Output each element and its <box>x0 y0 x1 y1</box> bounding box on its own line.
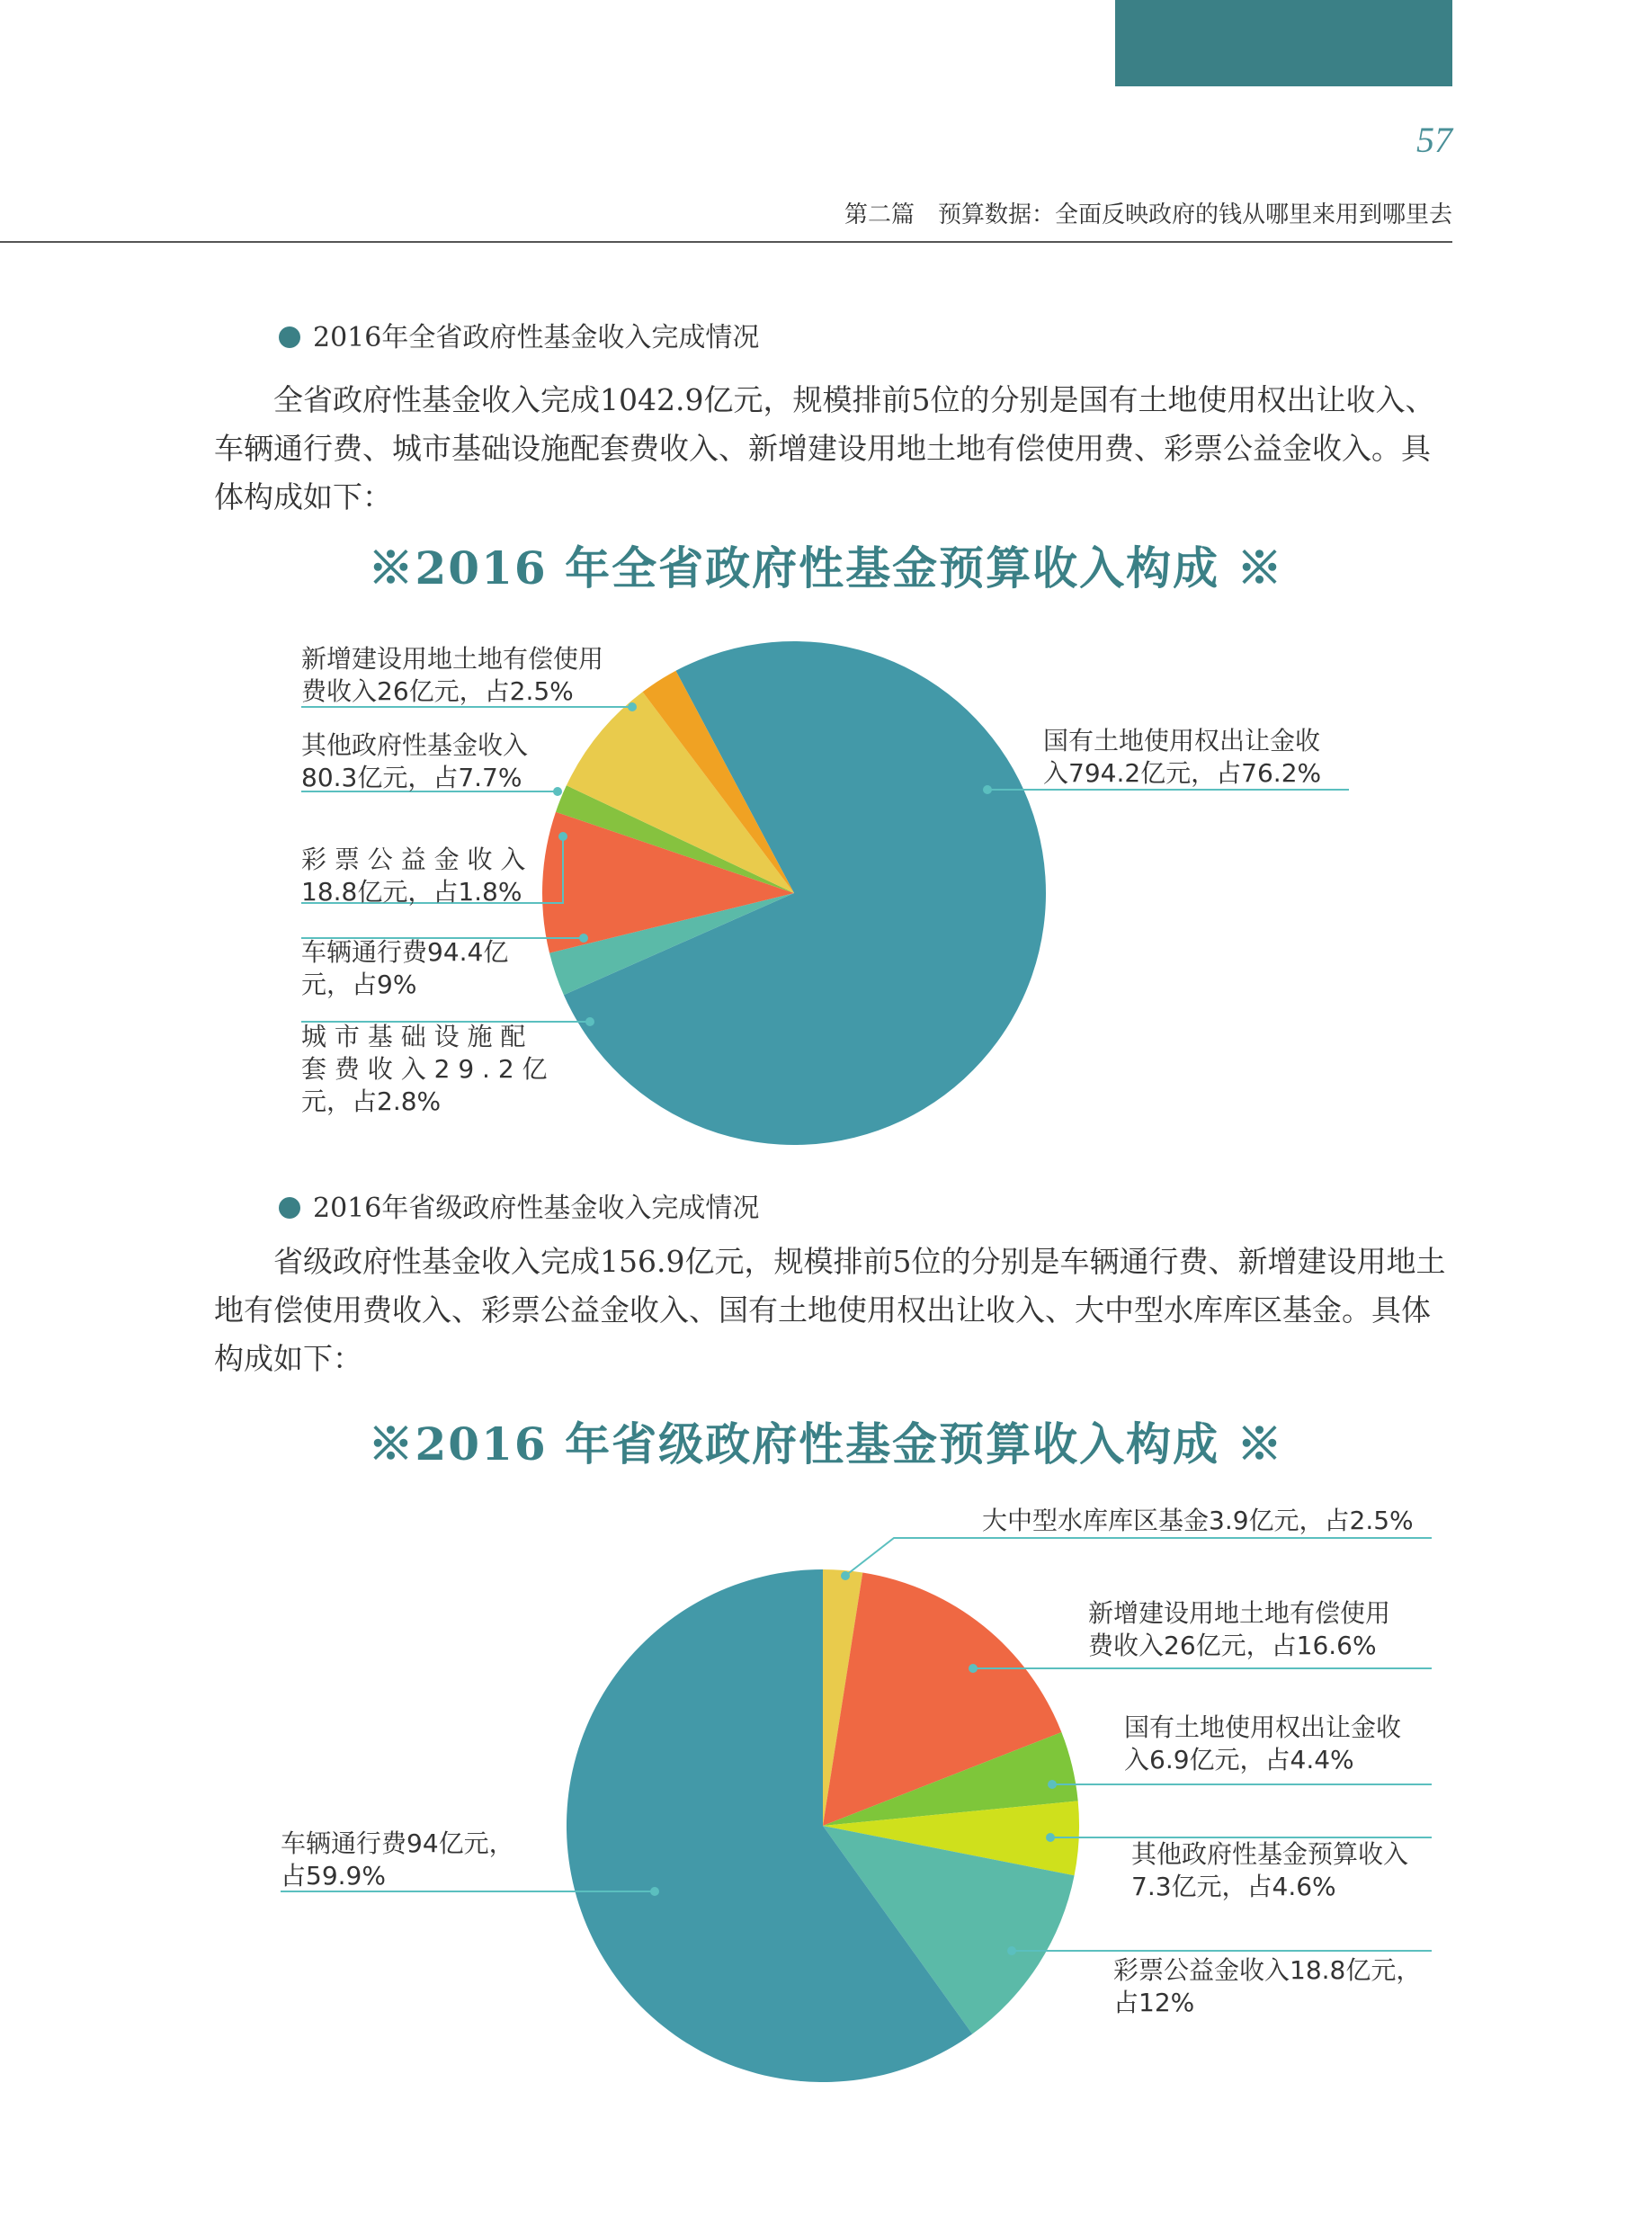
chart1-slice-label: 元，占2.8% <box>301 1086 442 1116</box>
chart1-pie <box>0 612 1652 1169</box>
header-color-bar <box>1115 0 1452 86</box>
section1-paragraph: 全省政府性基金收入完成1042.9亿元，规模排前5位的分别是国有土地使用权出让收入、车辆通行费、城市基础设施配套费收入、新增建设用地土地有偿使用费、彩票公益金收入。具体构成如下： <box>214 382 1435 514</box>
chart2-title: ※2016 年省级政府性基金预算收入构成 ※ <box>368 1417 1284 1471</box>
chart1-leader-dot <box>983 785 992 794</box>
chart1-slice-label: 80.3亿元，占7.7% <box>301 763 522 792</box>
chart2-leader-dot <box>1046 1833 1055 1842</box>
chart1-slice-label: 城 市 基 础 设 施 配 <box>301 1022 526 1051</box>
bullet-dot-icon <box>279 326 300 348</box>
chart2-leader-line <box>845 1538 1432 1576</box>
chart2-slice-label: 占12% <box>1113 1988 1195 2017</box>
chart1-slice-label: 套 费 收 入 2 9 . 2 亿 <box>301 1054 548 1084</box>
header-rule <box>0 241 1452 243</box>
section2-paragraph: 省级政府性基金收入完成156.9亿元，规模排前5位的分别是车辆通行费、新增建设用地土地有偿使用费收入、彩票公益金收入、国有土地使用权出让收入、大中型水库库区基金。具体构成如下： <box>214 1244 1446 1376</box>
chart1-slice-label: 其他政府性基金收入 <box>301 730 529 760</box>
section2-heading-text: 2016年省级政府性基金收入完成情况 <box>313 1193 760 1224</box>
section2-heading <box>279 1185 759 1225</box>
bullet-dot-icon <box>279 1197 300 1219</box>
chart1-leader-dot <box>553 787 562 796</box>
chart1-leader-dot <box>579 934 588 943</box>
page-number: 57 <box>1416 120 1452 160</box>
chart1-leader-dot <box>558 832 567 841</box>
chart1-leader-dot <box>585 1017 594 1026</box>
chart1-slice-label: 彩 票 公 益 金 收 入 <box>301 845 526 874</box>
chart1-slice-label: 车辆通行费94.4亿 <box>301 937 509 967</box>
chart1-slice-label: 元，占9% <box>301 970 417 999</box>
section1-heading <box>279 315 759 354</box>
chart1-slice-label: 费收入26亿元，占2.5% <box>301 676 574 706</box>
chart2-slice-label: 新增建设用地土地有偿使用 <box>1088 1598 1391 1628</box>
chart1-slice-label: 18.8亿元，占1.8% <box>301 877 522 907</box>
chart1-leader-dot <box>628 702 637 711</box>
chart2-slice-label: 费收入26亿元，占16.6% <box>1088 1631 1377 1660</box>
chart1-slice-label: 新增建设用地土地有偿使用 <box>301 644 604 674</box>
chart2-slice-label: 占59.9% <box>281 1861 386 1891</box>
chart2-slice-label: 其他政府性基金预算收入 <box>1131 1839 1409 1869</box>
chart2-slice-label: 车辆通行费94亿元， <box>281 1828 514 1858</box>
chart2-slice-label: 彩票公益金收入18.8亿元， <box>1113 1955 1422 1985</box>
chart2-leader-dot <box>1007 1946 1016 1955</box>
chart2-leader-dot <box>841 1571 850 1580</box>
chart2-slice-label: 大中型水库库区基金3.9亿元，占2.5% <box>982 1506 1414 1535</box>
chart2-leader-dot <box>1048 1780 1057 1789</box>
chart2-slice-label: 7.3亿元，占4.6% <box>1131 1872 1336 1901</box>
chart2-leader-dot <box>969 1664 978 1673</box>
chart2-leader-dot <box>650 1887 659 1896</box>
chart2-slice-label: 国有土地使用权出让金收 <box>1124 1712 1402 1742</box>
chart2-slice-label: 入6.9亿元，占4.4% <box>1124 1745 1354 1775</box>
section1-heading-text: 2016年全省政府性基金收入完成情况 <box>313 322 760 353</box>
running-head: 第二篇 预算数据：全面反映政府的钱从哪里来用到哪里去 <box>844 201 1452 228</box>
chart2-pie <box>0 1493 1652 2105</box>
chart1-slice-label: 入794.2亿元，占76.2% <box>1043 758 1322 788</box>
chart1-title: ※2016 年全省政府性基金预算收入构成 ※ <box>368 541 1284 594</box>
chart1-slice-label: 国有土地使用权出让金收 <box>1043 726 1321 755</box>
